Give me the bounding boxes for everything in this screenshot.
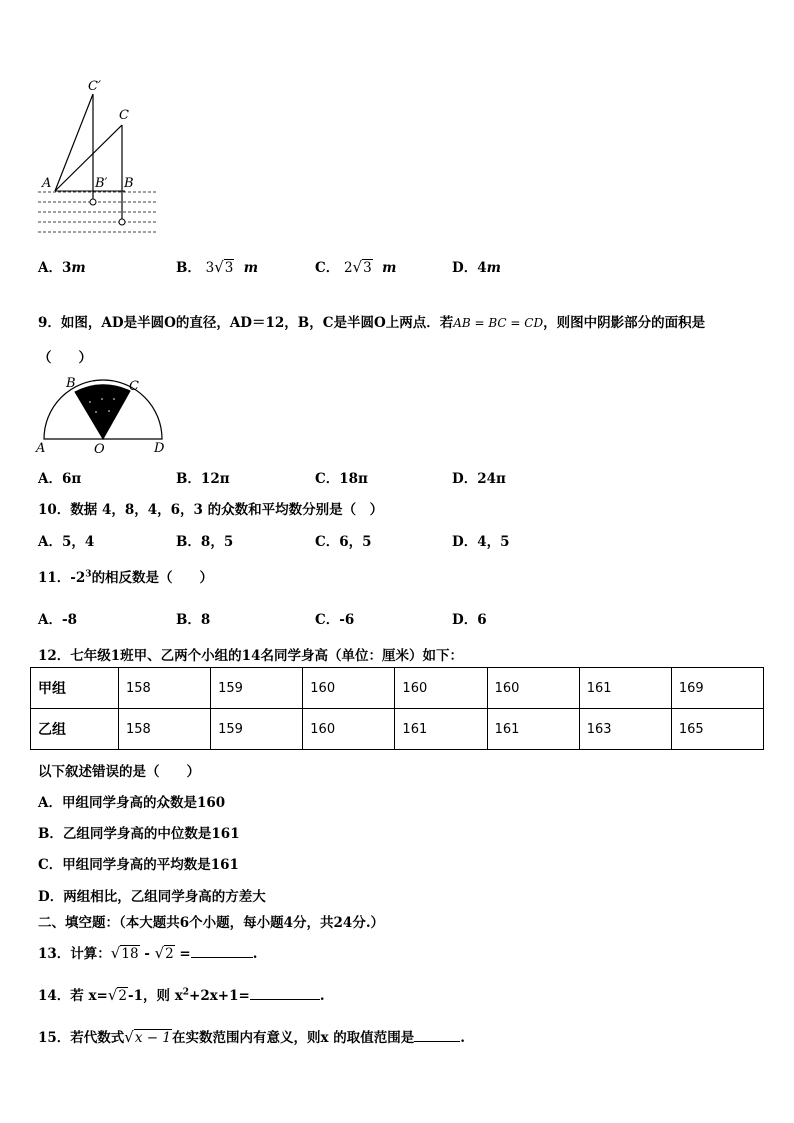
q8-option-a: A．3m (38, 260, 86, 276)
table-cell: 159 (211, 709, 303, 750)
answer-blank[interactable] (250, 999, 320, 1000)
q10-option-c: C．6，5 (315, 534, 372, 550)
q9-option-c: C．18π (315, 471, 368, 487)
table-cell: 158 (119, 668, 211, 709)
q12-question: 以下叙述错误的是（ ） (38, 764, 200, 780)
q11-option-b: B．8 (176, 612, 211, 628)
q8-option-c: C． 2√3 m (315, 258, 397, 276)
q9-stem: 9．如图，AD是半圆O的直径，AD＝12，B，C是半圆O上两点．若AB = BC = CD，则图中阴影部分的面积是 (38, 315, 706, 331)
q10-option-a: A．5，4 (38, 534, 95, 550)
q10-option-b: B．8，5 (176, 534, 234, 550)
q11-stem: 11．$-2^3$的相反数是（ ） (38, 569, 214, 586)
q9-option-d: D．24π (452, 471, 506, 487)
table-cell: 159 (211, 668, 303, 709)
q12-option-c: C．甲组同学身高的平均数是161 (38, 857, 239, 873)
q12-option-b: B．乙组同学身高的中位数是161 (38, 826, 240, 842)
height-table (30, 667, 764, 750)
sqrt-3: √3 (352, 258, 372, 276)
figure-q8 (30, 75, 160, 240)
section-heading: 二、填空题：（本大题共6个小题，每小题4分，共24分.） (38, 915, 385, 931)
q12-stem: 12．七年级1班甲、乙两个小组的14名同学身高（单位：厘米）如下： (38, 648, 463, 664)
table-cell: 160 (303, 709, 395, 750)
table-cell: 161 (487, 709, 579, 750)
label-b-prime: B′ (95, 176, 108, 191)
table-cell: 甲组 (31, 668, 119, 709)
table-cell: 160 (303, 668, 395, 709)
q9-option-a: A．6π (38, 471, 82, 487)
answer-blank[interactable] (414, 1041, 460, 1042)
q9-bracket: （ ） (38, 350, 92, 366)
label-c-prime: C′ (88, 79, 101, 94)
table-cell: 163 (579, 709, 671, 750)
table-cell: 乙组 (31, 709, 119, 750)
sqrt-3: √3 (214, 258, 234, 276)
q10-option-d: D．4，5 (452, 534, 510, 550)
label-c: C (119, 108, 129, 123)
table-cell: 158 (119, 709, 211, 750)
figure-q9 (34, 372, 174, 457)
arc-equation: AB = BC = CD (453, 316, 544, 330)
q12-option-a: A．甲组同学身高的众数是160 (38, 795, 226, 811)
table-cell: 160 (487, 668, 579, 709)
table-row (31, 709, 764, 750)
q11-option-d: D．6 (452, 612, 487, 628)
sqrt-18: √18 (110, 944, 139, 962)
label-b: B (124, 176, 134, 191)
q8-option-d: D．4m (452, 260, 501, 276)
answer-blank[interactable] (191, 957, 253, 958)
label-o: O (94, 442, 105, 457)
q8-option-b: B． 3√3 m (176, 258, 259, 276)
label-b: B (66, 376, 76, 391)
q11-option-a: A．-8 (38, 612, 77, 628)
label-a: A (42, 176, 52, 191)
label-a: A (36, 441, 46, 456)
q14-stem: 14．若 x=√2-1，则 $x^2+2x+1=$ . (38, 986, 325, 1004)
q13-stem: 13．计算：√18 - √2 = . (38, 944, 258, 962)
label-c: C (129, 379, 139, 394)
sqrt-x-minus-1: √x − 1 (124, 1028, 171, 1046)
q9-option-b: B．12π (176, 471, 230, 487)
q10-stem: 10．数据 4，8，4，6，3 的众数和平均数分别是（ ） (38, 502, 384, 518)
table-cell: 161 (395, 709, 487, 750)
table-cell: 160 (395, 668, 487, 709)
table-cell: 165 (671, 709, 763, 750)
label-d: D (154, 441, 165, 456)
sqrt-2: √2 (107, 986, 128, 1004)
table-cell: 161 (579, 668, 671, 709)
sqrt-2: √2 (154, 944, 174, 962)
q12-option-d: D．两组相比，乙组同学身高的方差大 (38, 889, 266, 905)
table-cell: 169 (671, 668, 763, 709)
table-row (31, 668, 764, 709)
q15-stem: 15．若代数式√x − 1在实数范围内有意义，则x 的取值范围是 . (38, 1028, 465, 1046)
q11-option-c: C．-6 (315, 612, 355, 628)
